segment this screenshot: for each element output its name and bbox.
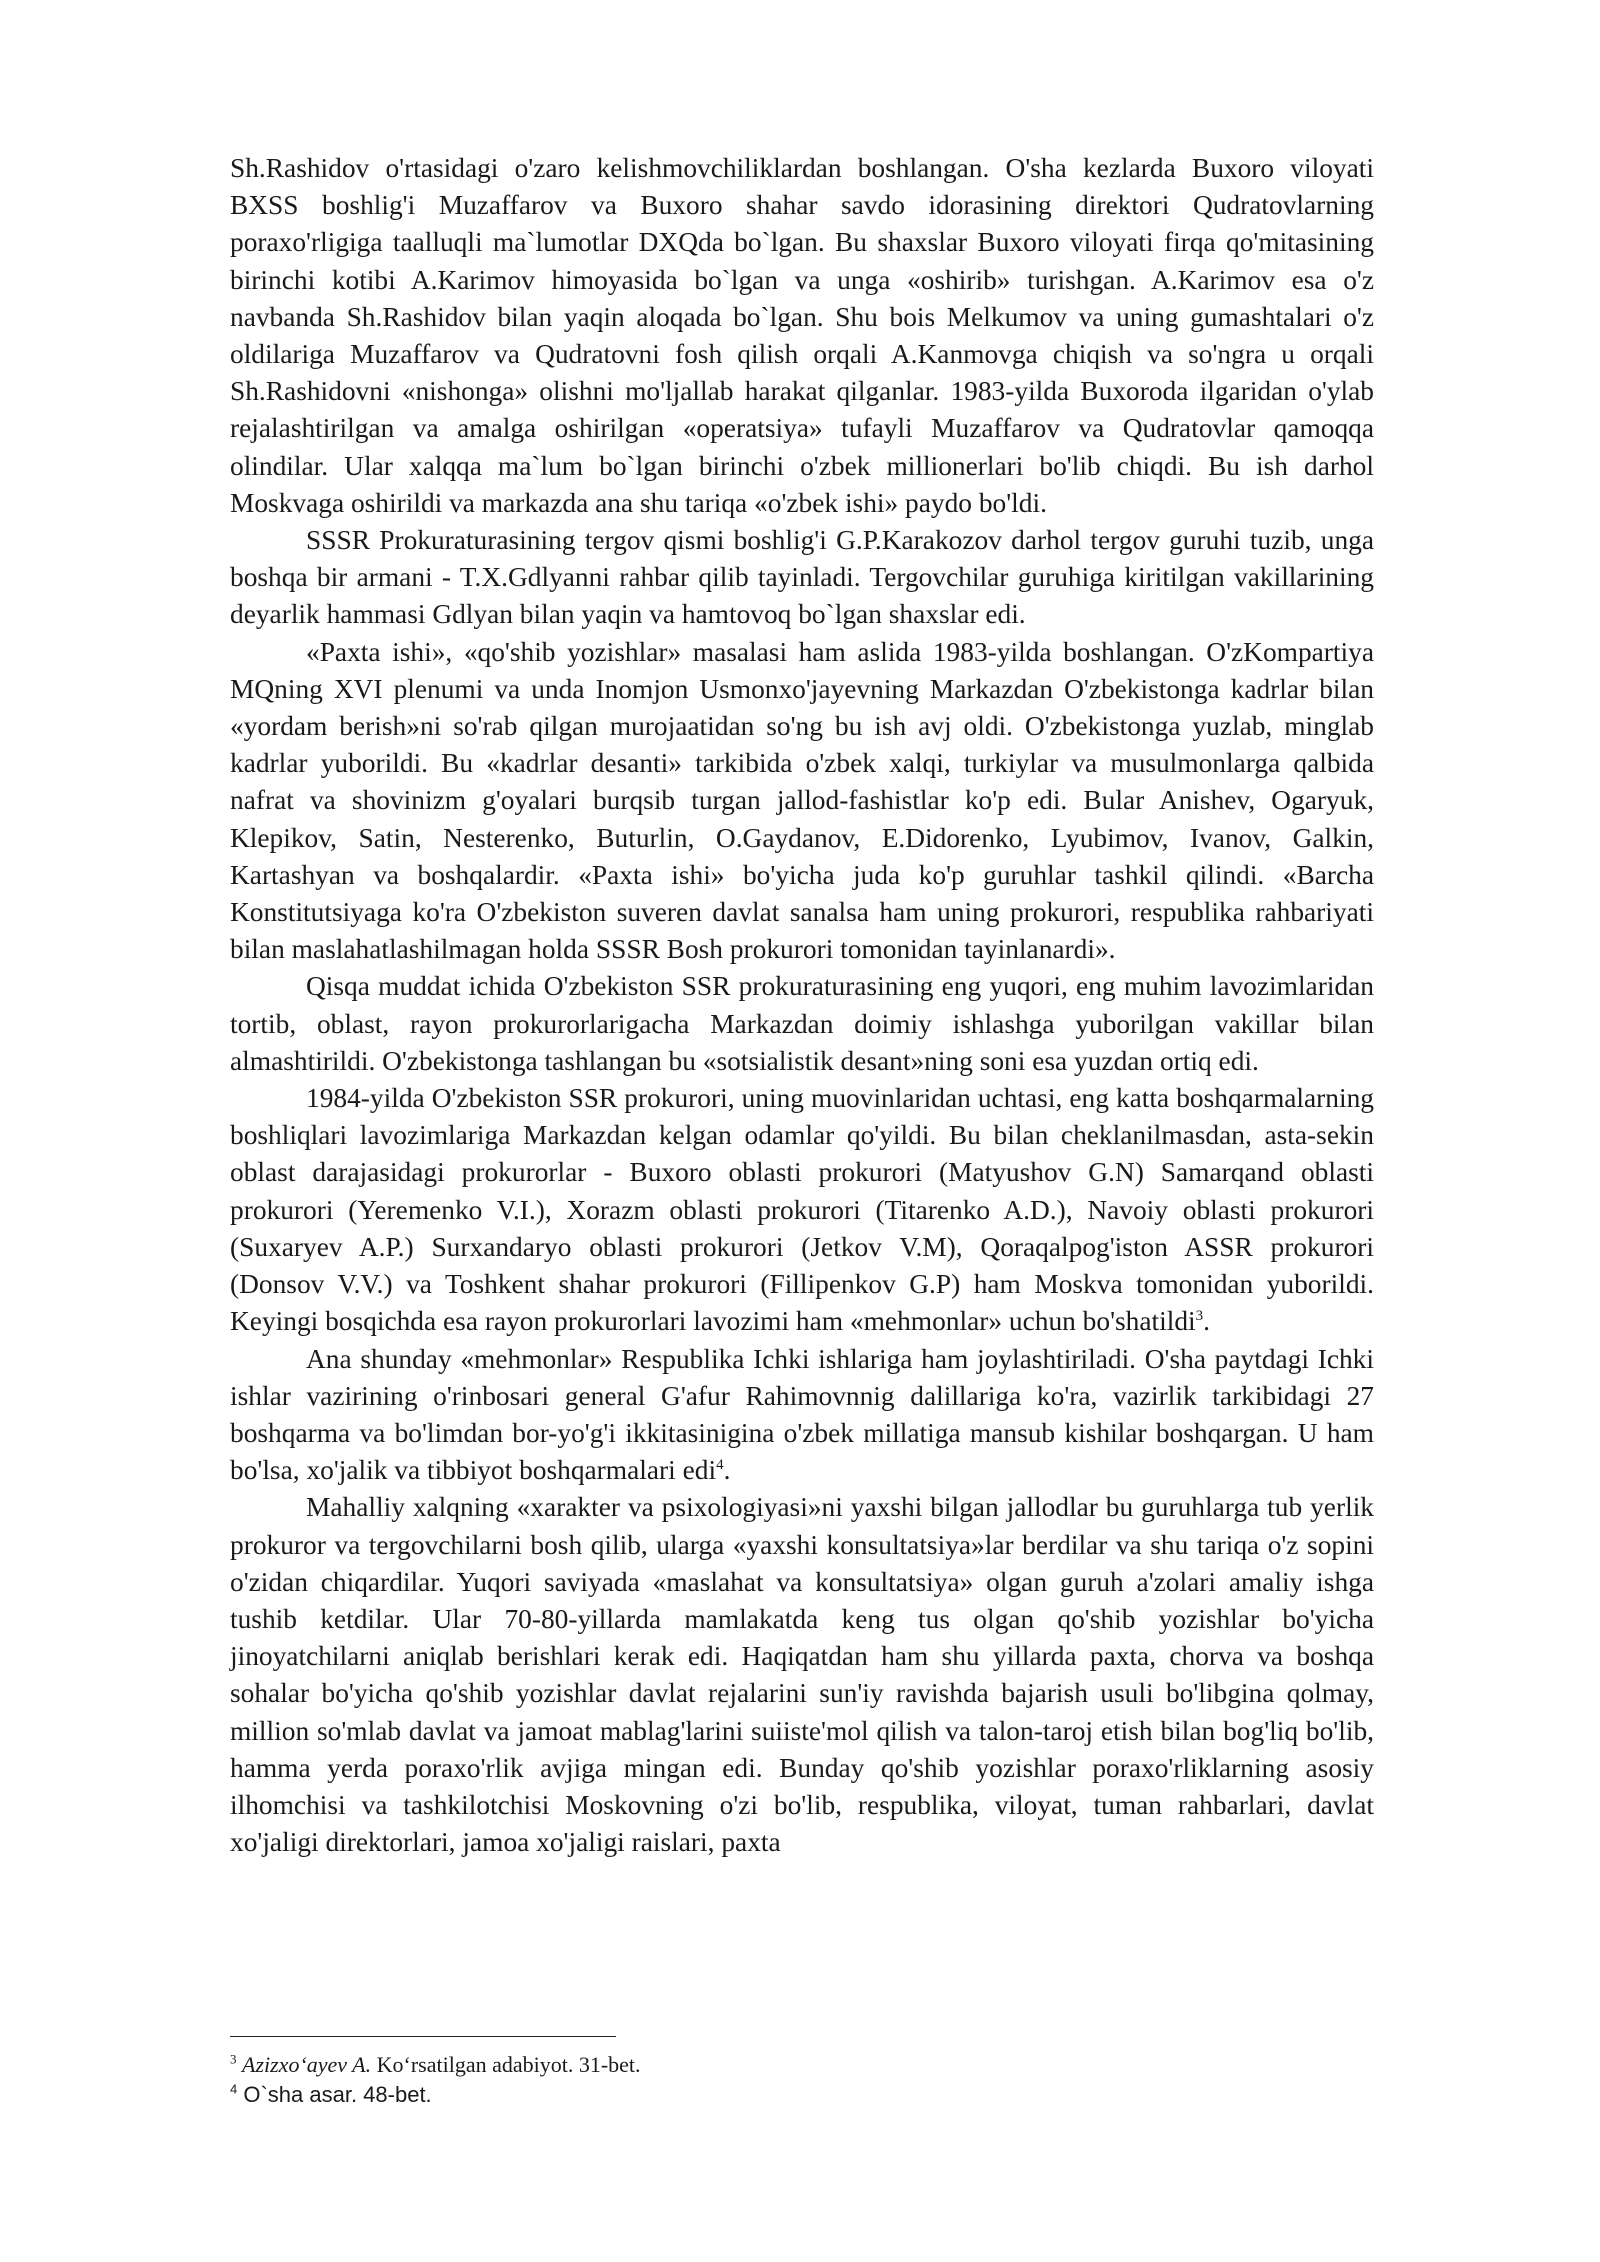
footnote-number: 4	[230, 2081, 238, 2097]
footnote-ref-3[interactable]: 3	[1195, 1308, 1204, 1325]
footnote-author: Azizxo‘ayev A.	[242, 2052, 372, 2077]
document-body	[230, 150, 1374, 1861]
paragraph-tail: .	[1203, 1306, 1211, 1337]
footnote-ref-4[interactable]: 4	[716, 1456, 724, 1473]
paragraph-text: Sh.Rashidov o'rtasidagi o'zaro kelishmovchiliklardan boshlangan. O'sha kezlarda Buxoro viloyati BXSS boshlig'i Muzaffarov va Buxoro shahar savdo idorasining direktori Qudratovlarning poraxo'rligiga taalluqli ma`lumotlar DXQda bo`lgan. Bu shaxslar Buxoro viloyati firqa qo'mitasining birinchi kotibi A.Karimov himoyasida bo`lgan va unga «oshirib» turishgan. A.Karimov esa o'z navbanda Sh.Rashidov bilan yaqin aloqada bo`lgan. Shu bois Melkumov va uning gumashtalari o'z oldilariga Muzaffarov va Qudratovni fosh qilish orqali A.Kanmovga chiqish va so'ngra u orqali Sh.Rashidovni «nishonga» olishni mo'ljallab harakat qilganlar. 1983-yilda Buxoroda ilgaridan o'ylab rejalashtirilgan va amalga oshirilgan «operatsiya» tufayli Muzaffarov va Qudratovlar qamoqqa olindilar. Ular xalqqa ma`lum bo`lgan birinchi o'zbek millionerlari bo'lib chiqdi. Bu ish darhol Moskvaga oshirildi va markazda ana shu tariqa «o'zbek ishi» paydo bo'ldi.	[230, 153, 1374, 518]
paragraph-text: Ana shunday «mehmonlar» Respublika Ichki ishlariga ham joylashtiriladi. O'sha paytdagi Ichki ishlar vazirining o'rinbosari general G'afur Rahimovnnig dalillariga ko'ra, vazirlik tarkibidagi 27 boshqarma va bo'limdan bor-yo'g'i ikkitasinigina o'zbek millatiga mansub kishilar boshqargan. U ham bo'lsa, xo'jalik va tibbiyot boshqarmalari edi	[230, 1343, 1374, 1486]
footnote-4	[230, 2080, 1374, 2110]
footnote-text: O`sha asar. 48-bet.	[237, 2082, 432, 2107]
paragraph-7	[230, 1489, 1374, 1861]
footnote-3	[230, 2050, 1374, 2080]
footnote-separator	[230, 2036, 616, 2037]
footnote-number: 3	[230, 2051, 237, 2067]
paragraph-1	[230, 150, 1374, 522]
paragraph-5	[230, 1080, 1374, 1340]
paragraph-3	[230, 634, 1374, 969]
paragraph-2	[230, 522, 1374, 634]
paragraph-text: 1984-yilda O'zbekiston SSR prokurori, uning muovinlaridan uchtasi, eng katta boshqarmalarning boshliqlari lavozimlariga Markazdan kelgan odamlar qo'yildi. Bu bilan cheklanilmasdan, asta-sekin oblast darajasidagi prokurorlar - Buxoro oblasti prokurori (Matyushov G.N) Samarqand oblasti prokurori (Yeremenko V.I.), Xorazm oblasti prokurori (Titarenko A.D.), Navoiy oblasti prokurori (Suxaryev A.P.) Surxandaryo oblasti prokurori (Jetkov V.M), Qoraqalpog'iston ASSR prokurori (Donsov V.V.) va Toshkent shahar prokurori (Fillipenkov G.P) ham Moskva tomonidan yuborildi. Keyingi bosqichda esa rayon prokurorlari lavozimi ham «mehmonlar» uchun bo'shatildi	[230, 1083, 1374, 1337]
paragraph-6	[230, 1341, 1374, 1490]
paragraph-text: SSSR Prokuraturasining tergov qismi boshlig'i G.P.Karakozov darhol tergov guruhi tuzib, unga boshqa bir armani - T.X.Gdlyanni rahbar qilib tayinladi. Tergovchilar guruhiga kiritilgan vakillarining deyarlik hammasi Gdlyan bilan yaqin va hamtovoq bo`lgan shaxslar edi.	[230, 525, 1374, 630]
paragraph-tail: .	[723, 1455, 731, 1486]
paragraph-4	[230, 968, 1374, 1080]
paragraph-text: «Paxta ishi», «qo'shib yozishlar» masalasi ham aslida 1983-yilda boshlangan. O'zKompartiya MQning XVI plenumi va unda Inomjon Usmonxo'jayevning Markazdan O'zbekistonga kadrlar bilan «yordam berish»ni so'rab qilgan murojaatidan so'ng bu ish avj oldi. O'zbekistonga yuzlab, minglab kadrlar yuborildi. Bu «kadrlar desanti» tarkibida o'zbek xalqi, turkiylar va musulmonlarga qalbida nafrat va shovinizm g'oyalari burqsib turgan jallod-fashistlar ko'p edi. Bular Anishev, Ogaryuk, Klepikov, Satin, Nesterenko, Buturlin, O.Gaydanov, E.Didorenko, Lyubimov, Ivanov, Galkin, Kartashyan va boshqalardir. «Paxta ishi» bo'yicha juda ko'p guruhlar tashkil qilindi. «Barcha Konstitutsiyaga ko'ra O'zbekiston suveren davlat sanalsa ham uning prokurori, respublika rahbariyati bilan maslahatlashilmagan holda SSSR Bosh prokurori tomonidan tayinlanardi».	[230, 636, 1374, 965]
paragraph-text: Qisqa muddat ichida O'zbekiston SSR prokuraturasining eng yuqori, eng muhim lavozimlaridan tortib, oblast, rayon prokurorlarigacha Markazdan doimiy ishlashga yuborilgan vakillar bilan almashtirildi. O'zbekistonga tashlangan bu «sotsialistik desant»ning soni esa yuzdan ortiq edi.	[230, 971, 1374, 1076]
paragraph-text: Mahalliy xalqning «xarakter va psixologiyasi»ni yaxshi bilgan jallodlar bu guruhlarga tub yerlik prokuror va tergovchilarni bosh qilib, ularga «yaxshi konsultatsiya»lar berdilar va shu tariqa o'z sopini o'zidan chiqardilar. Yuqori saviyada «maslahat va konsultatsiya» olgan guruh a'zolari amaliy ishga tushib ketdilar. Ular 70-80-yillarda mamlakatda keng tus olgan qo'shib yozishlar bo'yicha jinoyatchilarni aniqlab berishlari kerak edi. Haqiqatdan ham shu yillarda paxta, chorva va boshqa sohalar bo'yicha qo'shib yozishlar davlat rejalarini sun'iy ravishda bajarish usuli bo'libgina qolmay, million so'mlab davlat va jamoat mablag'larini suiiste'mol qilish va talon-taroj etish bilan bog'liq bo'lib, hamma yerda poraxo'rlik avjiga mingan edi. Bunday qo'shib yozishlar poraxo'rliklarning asosiy ilhomchisi va tashkilotchisi Moskovning o'zi bo'lib, respublika, viloyat, tuman rahbarlari, davlat xo'jaligi direktorlari, jamoa xo'jaligi raislari, paxta	[230, 1492, 1374, 1858]
footnotes	[230, 2050, 1374, 2110]
footnote-text: Ko‘rsatilgan adabiyot. 31-bet.	[371, 2052, 641, 2077]
